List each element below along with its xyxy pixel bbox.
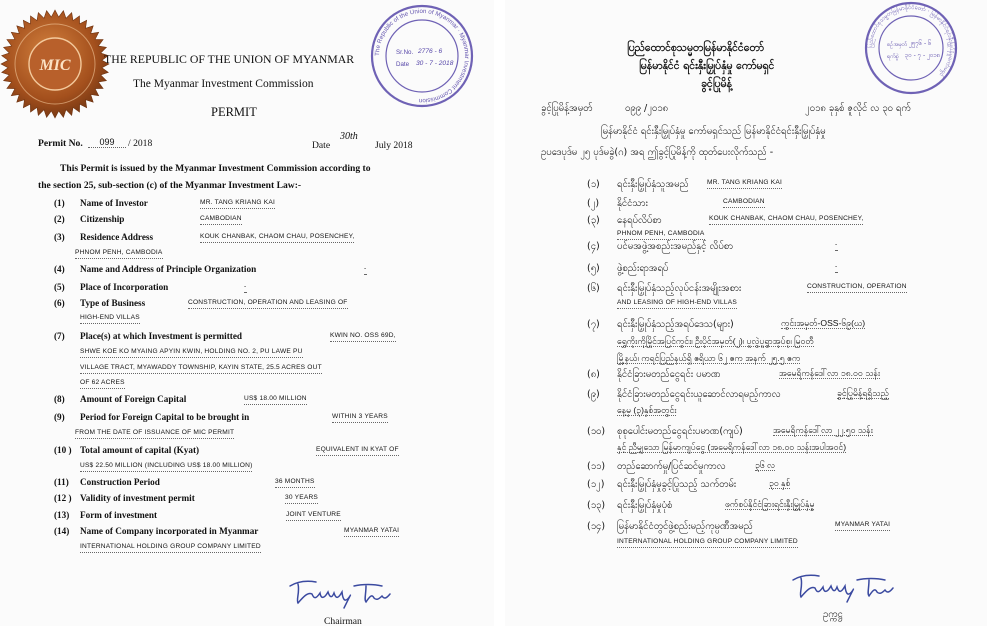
right-permit-item-label: နိုင်ငံခြားမတည်ငွေရင်းယူဆောင်လာရမည့်ကာလ — [617, 389, 781, 400]
intro-line-2: the section 25, sub-section (c) of the Myanmar Investment Law:- — [38, 180, 302, 191]
right-permit-item-label: စုစုပေါင်းမတည်ငွေရင်းပမာဏ(ကျပ်) — [617, 426, 743, 437]
permit-item-value-continued: OF 62 ACRES — [80, 378, 125, 389]
permit-item-value: WITHIN 3 YEARS — [332, 412, 388, 423]
stamp-no-label: Sr.No. — [396, 49, 414, 56]
permit-item-value: JOINT VENTURE — [286, 510, 341, 521]
permit-no-value: 099 — [88, 137, 126, 148]
right-permit-item-number: (၁၃) — [587, 500, 606, 511]
permit-item-value-continued: INTERNATIONAL HOLDING GROUP COMPANY LIMITED — [80, 542, 261, 553]
permit-item-number: (6) — [54, 298, 65, 308]
right-permit-item-label: မြန်မာနိုင်ငံတွင်ဖွဲ့စည်းမည့်ကုမ္ပဏီအမည် — [617, 521, 753, 532]
page-gap — [494, 0, 505, 626]
right-permit-item-value: CAMBODIAN — [723, 197, 765, 208]
permit-item-label: Total amount of capital (Kyat) — [80, 445, 200, 455]
right-permit-item-value: ၃၆ လ — [755, 460, 776, 470]
permit-item-number: (12 ) — [54, 493, 72, 503]
permit-item-number: (13) — [54, 510, 70, 520]
right-permit-item-value-continued: INTERNATIONAL HOLDING GROUP COMPANY LIMITED — [617, 537, 798, 548]
permit-item-value: MR. TANG KRIANG KAI — [200, 198, 275, 209]
right-permit-item-number: (၉) — [587, 389, 600, 400]
right-permit-item-number: (၁) — [587, 179, 600, 190]
right-permit-item-number: (၆) — [587, 283, 600, 294]
permit-item-value: MYANMAR YATAI — [344, 526, 399, 537]
permit-year: / 2018 — [128, 138, 153, 149]
permit-no-label: Permit No. — [38, 138, 83, 149]
permit-item-number: (3) — [54, 232, 65, 242]
right-permit-item-value-continued: AND LEASING OF HIGH-END VILLAS — [617, 298, 737, 309]
republic-heading: THE REPUBLIC OF THE UNION OF MYANMAR — [104, 52, 355, 66]
permit-item-label: Amount of Foreign Capital — [80, 394, 187, 404]
right-permit-item-value: ကွင်းအမှတ်-OSS-၆၉(ဃ) — [781, 318, 866, 328]
permit-item-number: (11) — [54, 477, 69, 487]
right-permit-item-value-continued: ရွှေကိုးကိုမြိုင်အပြင်ကွင်း၊ ဦးပိုင်အမှတ်(၂)၊ ပူလွဲပူရွာအုပ်စု၊ မြဝတီ — [617, 336, 814, 346]
permit-item-number: (8) — [54, 394, 65, 404]
commission-heading: The Myanmar Investment Commission — [133, 78, 314, 90]
seal-text: MIC — [39, 57, 71, 74]
signature-icon — [286, 572, 396, 610]
chairman-label: Chairman — [324, 616, 362, 626]
svg-text:The Republic of the Union of M — [374, 8, 470, 104]
stamp-date-value: 30 - 7 - 2018 — [416, 60, 454, 67]
permit-item-value-continued: HIGH-END VILLAS — [80, 313, 140, 324]
right-permit-item-label: နိုင်ငံသား — [617, 198, 648, 209]
permit-item-value: 30 YEARS — [285, 493, 318, 504]
right-signature-icon — [789, 566, 899, 604]
permit-item-number: (9) — [54, 412, 65, 422]
permit-item-value: CAMBODIAN — [200, 214, 242, 225]
right-permit-item-label: ရင်းနှီးမြှုပ်နှံသူအမည် — [617, 179, 689, 190]
stamp-date-label: Date — [396, 61, 410, 68]
permit-item-number: (5) — [54, 282, 65, 292]
permit-item-label: Name of Company incorporated in Myanmar — [80, 526, 259, 536]
permit-item-label: Validity of investment permit — [80, 493, 195, 503]
right-permit-item-value: KOUK CHANBAK, CHAOM CHAU, POSENCHEY, — [709, 214, 863, 225]
right-intro-2: ဥပဒေပုဒ်မ ၂၅ ပုဒ်မခွဲ(ဂ) အရ ဤခွင့်ပြုမိန့်ကို ထုတ်ပေးလိုက်သည် - — [541, 147, 774, 158]
right-permit-item-label: တည်ဆောက်မှု/ပြင်ဆင်မှုကာလ — [617, 461, 726, 472]
right-permit-item-label: ရင်းနှီးမြှုပ်နှံသည့်အရပ်ဒေသ(များ) — [617, 319, 734, 330]
permit-item-value-continued: SHWE KOE KO MYAING APYIN KWIN, HOLDING NO. 2, PU LAWE PU — [80, 347, 303, 358]
right-date: ၂၀၁၈ ခုနှစ် ဇူလိုင် လ ၃၀ ရက် — [805, 103, 911, 114]
right-permit-no: ၀၉၉ /၂၀၁၈ — [625, 103, 669, 114]
permit-item-number: (7) — [54, 331, 65, 341]
right-permit-item-value-continued: နေ့မှ (၃)နှစ်အတွင်း — [617, 405, 677, 415]
mic-seal-icon — [0, 6, 118, 124]
right-chairman-label: ဥက္ကဋ္ဌ — [823, 609, 843, 620]
permit-item-label: Construction Period — [80, 477, 160, 487]
permit-item-label: Form of investment — [80, 510, 158, 520]
right-permit-item-value-continued: PHNOM PENH, CAMBODIA — [617, 229, 705, 240]
right-permit-item-label: နိုင်ငံခြားမတည်ငွေရင်း ပမာဏ — [617, 369, 721, 380]
permit-item-value-continued: FROM THE DATE OF ISSUANCE OF MIC PERMIT — [75, 428, 234, 439]
right-header-2: မြန်မာနိုင်ငံ ရင်းနှီးမြှုပ်နှံမှု ကော်မရှင် — [639, 60, 775, 72]
right-header-1: ပြည်ထောင်စုသမ္မတမြန်မာနိုင်ငံတော် — [627, 42, 765, 54]
right-permit-item-number: (၁၄) — [587, 521, 606, 532]
right-permit-item-value: ၃၀ နှစ် — [769, 478, 791, 488]
permit-item-value: 36 MONTHS — [275, 477, 315, 488]
right-stamp-date-value: ၃၀ - ၇ - ၂၀၁၈ — [905, 52, 941, 59]
right-permit-item-value: - — [835, 240, 837, 251]
permit-item-label: Citizenship — [80, 214, 125, 224]
right-permit-item-value: အမေရိကန်ဒေါ်လာ ၂၂.၅၀ သန်း — [773, 425, 873, 435]
right-permit-item-value: အမေရိကန်ဒေါ်လာ ၁၈.၀၀ သန်း — [779, 368, 881, 378]
right-permit-item-number: (၂) — [587, 198, 600, 209]
permit-item-value: US$ 18.00 MILLION — [244, 394, 307, 405]
right-permit-item-label: ရင်းနှီးမြှုပ်နှံသည့်လုပ်ငန်းအမျိုးအစား — [617, 283, 742, 294]
right-permit-item-value: MYANMAR YATAI — [835, 520, 890, 531]
permit-item-value-continued: VILLAGE TRACT, MYAWADDY TOWNSHIP, KAYIN STATE, 25.5 ACRES OUT — [80, 363, 322, 374]
date-month-year: July 2018 — [375, 140, 413, 151]
right-intro-1: မြန်မာနိုင်ငံ ရင်းနှီးမြှုပ်နှံမှု ကော်မရှင်သည် မြန်မာနိုင်ငံရင်းနှီးမြှုပ်နှံမှု — [601, 126, 826, 137]
right-permit-item-number: (၁၂) — [587, 479, 605, 490]
right-permit-item-value-continued: နှင့် ညီမျှသော မြန်မာကျပ်ငွေ (အမေရိကန်ဒေါ်လာ ၁၈.၀၀ သန်းအပါအဝင်) — [617, 442, 847, 452]
stamp-ring-text: The Republic of the Union of Myanmar · Myanmar Investment Commission — [373, 7, 471, 105]
permit-item-value: - — [364, 264, 366, 275]
right-stamp-date-label: ရက်စွဲ — [887, 54, 899, 60]
right-header-3: ခွင့်ပြုမိန့် — [701, 78, 732, 90]
right-permit-item-value: ခွင့်ပြုမိန့်ရရှိသည့် — [837, 388, 889, 398]
intro-line-1: This Permit is issued by the Myanmar Investment Commission according to — [60, 163, 371, 174]
permit-item-number: (2) — [54, 214, 65, 224]
permit-item-label: Place(s) at which Investment is permitted — [80, 331, 243, 341]
permit-item-number: (1) — [54, 198, 65, 208]
permit-item-value: KWIN NO. OSS 69D, — [330, 331, 396, 342]
right-permit-item-number: (၁၁) — [587, 461, 606, 472]
permit-item-value: EQUIVALENT IN KYAT OF — [316, 445, 399, 456]
permit-item-label: Name and Address of Principle Organization — [80, 264, 257, 274]
permit-item-label: Place of Incorporation — [80, 282, 169, 292]
permit-item-label: Residence Address — [80, 232, 154, 242]
right-stamp-icon — [861, 0, 961, 100]
right-stamp-no-value: ၂၅၇၆ - ၆ — [909, 40, 932, 47]
right-permit-item-number: (၅) — [587, 263, 600, 274]
stamp-icon — [368, 2, 476, 110]
permit-item-label: Period for Foreign Capital to be brought in — [80, 412, 250, 422]
right-permit-item-number: (၇) — [587, 319, 600, 330]
date-day: 30th — [340, 131, 358, 142]
right-permit-item-label: ရင်းနှီးမြှုပ်နှံမှုပုံစံ — [617, 500, 673, 511]
stamp-no-value: 2776 - 6 — [418, 48, 443, 55]
permit-item-value: CONSTRUCTION, OPERATION AND LEASING OF — [188, 298, 348, 309]
right-stamp-ring-text: ပြည်ထောင်စုသမ္မတမြန်မာနိုင်ငံတော် · မြန်မာနိုင်ငံရင်းနှီးမြှုပ်နှံမှုကော်မရှင် — [867, 4, 955, 78]
right-stamp-no-label: စဉ်အမှတ် — [887, 42, 908, 48]
right-permit-item-value-continued: မြို့နယ်၊ ကရင်ပြည်နယ်ရှိ ဧရိယာ ၆၂ ဧက အနက် ၂၅.၅ ဧက — [617, 353, 801, 363]
permit-item-label: Name of Investor — [80, 198, 148, 208]
permit-item-label: Type of Business — [80, 298, 146, 308]
permit-item-value: KOUK CHANBAK, CHAOM CHAU, POSENCHEY, — [200, 232, 354, 243]
right-permit-item-value: CONSTRUCTION, OPERATION — [807, 282, 907, 293]
permit-item-number: (14) — [54, 526, 70, 536]
permit-title: PERMIT — [211, 105, 257, 119]
right-permit-item-value: MR. TANG KRIANG KAI — [707, 178, 782, 189]
permit-item-value: - — [244, 282, 246, 293]
right-permit-item-number: (၈) — [587, 369, 600, 380]
right-permit-item-number: (၄) — [587, 241, 600, 252]
permit-item-value-continued: US$ 22.50 MILLION (INCLUDING US$ 18.00 MILLION) — [80, 461, 252, 472]
right-permit-item-value: - — [835, 262, 837, 273]
right-permit-item-label: ဖွဲ့စည်းရာအရပ် — [617, 263, 669, 274]
right-permit-item-number: (၃) — [587, 215, 600, 226]
right-permit-item-label: နေရပ်လိပ်စာ — [617, 215, 662, 226]
right-permit-item-label: ပင်မအဖွဲ့အစည်းအမည်နှင့် လိပ်စာ — [617, 241, 734, 252]
right-permit-item-label: ရင်းနှီးမြှုပ်နှံမှုခွင့်ပြုသည့် သက်တမ်း — [617, 479, 737, 490]
right-permit-label: ခွင့်ပြုမိန့်အမှတ် — [541, 103, 593, 114]
permit-item-number: (4) — [54, 264, 65, 274]
right-permit-item-number: (၁၀) — [587, 426, 606, 437]
date-label: Date — [312, 140, 331, 151]
permit-item-number: (10 ) — [54, 445, 72, 455]
right-permit-item-value: ဖက်စပ်နိုင်ငံခြားရင်းနှီးမြှုပ်နှံမှု — [725, 499, 815, 509]
permit-item-value-continued: PHNOM PENH, CAMBODIA — [75, 248, 163, 259]
myanmar-permit-page — [505, 0, 987, 626]
